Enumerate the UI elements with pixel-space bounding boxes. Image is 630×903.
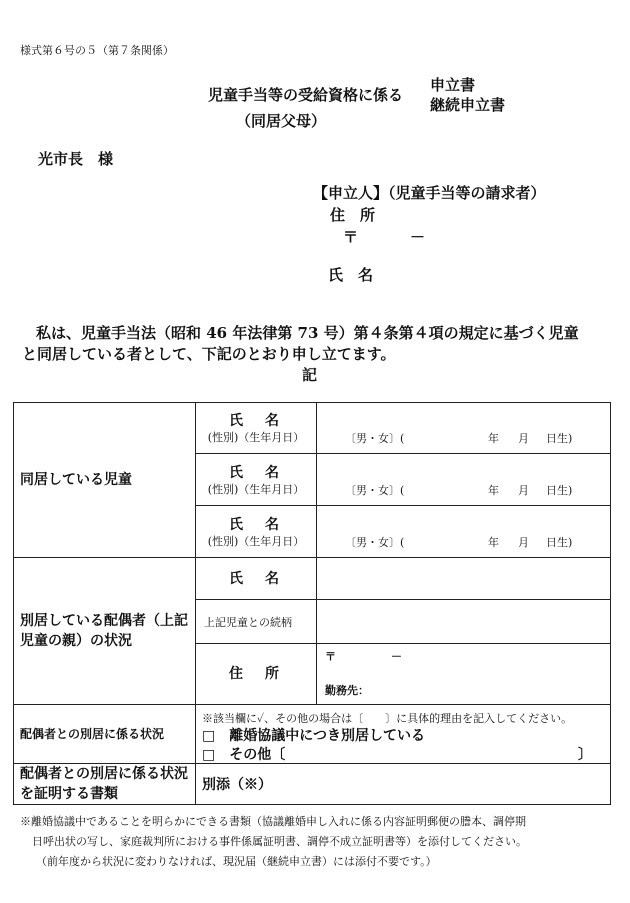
applicant-postal-dash: －	[410, 228, 426, 246]
child-2-sex-dob-label: (性別)（生年月日）	[207, 482, 305, 496]
workplace-label: 勤務先：	[325, 684, 369, 697]
child-1-month: 月	[518, 432, 529, 445]
statement-line-1: 私は、児童手当法（昭和 46 年法律第 73 号）第４条第４項の規定に基づく児童	[36, 324, 579, 342]
spouse-address-value[interactable]	[317, 644, 611, 705]
relation-label: 上記児童との続柄	[196, 600, 317, 644]
child-3-value-cell[interactable]	[317, 506, 611, 558]
option-other-checkbox[interactable]: □ その他〔	[202, 747, 286, 763]
child-3-day: 日生)	[546, 536, 573, 549]
child-1-sex: 〔男・女〕(	[345, 432, 405, 445]
form-subtitle: （同居父母）	[236, 112, 327, 130]
child-3-sex: 〔男・女〕(	[345, 536, 405, 549]
applicant-address-label: 住 所	[330, 206, 376, 224]
footnote-line-2: 日呼出状の写し、家庭裁判所における事件係属証明書、調停不成立証明書等）を添付してください。	[32, 835, 527, 848]
spouse-address-label-cell	[196, 644, 317, 705]
addressee: 光市長 様	[38, 150, 114, 168]
child-1-name-label: 氏 名	[229, 413, 283, 429]
applicant-postal-mark: 〒	[343, 228, 359, 246]
child-2-value-cell[interactable]	[317, 454, 611, 506]
child-2-field-labels	[196, 454, 317, 506]
proof-row	[14, 764, 611, 805]
application-table	[13, 402, 611, 805]
title-option-continuation: 継続申立書	[430, 96, 506, 114]
separation-label: 配偶者との別居に係る状況	[14, 705, 196, 764]
spouse-label: 別居している配偶者（上記児童の親）の状況	[14, 558, 196, 705]
child-2-sex: 〔男・女〕(	[345, 484, 405, 497]
child-3-year: 年	[488, 536, 499, 549]
separation-row	[14, 705, 611, 764]
spouse-postal-mark: 〒	[325, 650, 336, 663]
proof-label: 配偶者との別居に係る状況を証明する書類	[14, 764, 196, 805]
spouse-name-label-cell	[196, 558, 317, 600]
proof-value: 別添（※）	[196, 764, 611, 805]
child-2-year: 年	[488, 484, 499, 497]
footnote-line-3: （前年度から状況に変わりなければ、現況届（継続申立書）には添付不要です。）	[36, 855, 437, 868]
child-2-month: 月	[518, 484, 529, 497]
option-divorce-checkbox[interactable]: □ 離婚協議中につき別居している	[202, 728, 425, 744]
separation-note: ※該当欄に✓、その他の場合は〔 〕に具体的理由を記入してください。	[202, 712, 573, 725]
child-3-month: 月	[518, 536, 529, 549]
spouse-address-label: 住 所	[229, 666, 283, 682]
ki-heading: 記	[302, 366, 318, 384]
spouse-name-value[interactable]	[317, 558, 611, 600]
child-3-sex-dob-label: (性別)（生年月日）	[207, 534, 305, 548]
footnote-line-1: ※離婚協議中であることを明らかにできる書類（協議離婚申し入れに係る内容証明郵便の謄本、調停期	[20, 815, 526, 828]
child-2-name-label: 氏 名	[229, 464, 283, 481]
child-row-1	[14, 403, 611, 454]
spouse-postal-dash: －	[391, 650, 402, 663]
title-option-application: 申立書	[430, 76, 476, 94]
child-2-day: 日生)	[546, 484, 573, 497]
child-1-field-labels	[196, 403, 317, 454]
child-1-day: 日生)	[546, 432, 573, 445]
separation-options-cell	[196, 705, 611, 764]
child-3-name-label: 氏 名	[229, 516, 283, 533]
child-1-sex-dob-label: (性別)（生年月日）	[207, 431, 305, 444]
children-label: 同居している児童	[14, 403, 196, 558]
form-title: 児童手当等の受給資格に係る	[208, 86, 404, 104]
child-1-year: 年	[488, 432, 499, 445]
applicant-name-label: 氏 名	[328, 266, 374, 284]
statement-line-2: と同居している者として、下記のとおり申し立てます。	[22, 345, 396, 363]
spouse-name-row	[14, 558, 611, 600]
form-number: 様式第６号の５（第７条関係）	[20, 44, 174, 57]
child-3-field-labels	[196, 506, 317, 558]
applicant-heading: 【申立人】（児童手当等の請求者）	[313, 184, 546, 202]
other-bracket-close: 〕	[578, 747, 592, 763]
relation-value[interactable]	[317, 600, 611, 644]
spouse-name-label: 氏 名	[229, 570, 283, 587]
child-1-value-cell[interactable]	[317, 403, 611, 454]
